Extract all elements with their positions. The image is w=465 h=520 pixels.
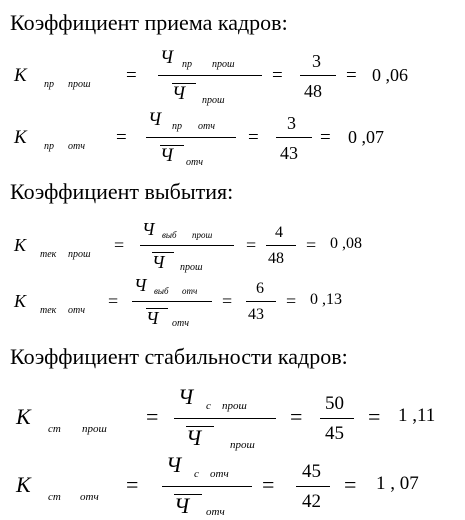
numerator-symbol: Ч xyxy=(134,275,147,295)
numerator-subscript: отч xyxy=(210,468,229,480)
denominator-subscript: прош xyxy=(180,262,203,273)
numerator-symbol: Ч xyxy=(166,452,182,477)
equals-sign: = xyxy=(246,235,257,255)
denominator-subscript: прош xyxy=(230,439,255,451)
section-heading: Коэффициент стабильности кадров: xyxy=(10,344,348,369)
coefficient-subscript: прош xyxy=(82,423,107,435)
coefficient-subscript: отч xyxy=(68,305,85,316)
coefficient-subscript: тек xyxy=(40,249,57,260)
numerator-symbol: Ч xyxy=(148,109,162,130)
coefficient-subscript: ст xyxy=(48,423,61,435)
equals-sign: = xyxy=(222,291,233,311)
result-value: 0 ,07 xyxy=(348,127,384,147)
equals-sign: = xyxy=(272,65,283,86)
fraction-numerator: 50 xyxy=(325,393,344,414)
denominator-symbol: Ч xyxy=(174,493,190,518)
coefficient-symbol: К xyxy=(14,65,27,86)
numerator-subscript: пр xyxy=(172,121,182,132)
equals-sign: = xyxy=(126,65,137,86)
formula xyxy=(0,216,465,274)
fraction-bar xyxy=(146,137,236,138)
numerator-subscript: выб xyxy=(162,230,177,240)
fraction-bar xyxy=(246,301,276,302)
denominator-symbol: Ч xyxy=(152,252,165,272)
coefficient-subscript: пр xyxy=(44,79,54,90)
coefficient-subscript: тек xyxy=(40,305,57,316)
coefficient-symbol: К xyxy=(16,472,31,497)
fraction-bar xyxy=(320,418,354,419)
result-value: 0 ,13 xyxy=(310,291,342,308)
fraction-bar xyxy=(174,418,276,419)
numerator-subscript: отч xyxy=(198,121,215,132)
result-value: 0 ,06 xyxy=(372,65,408,85)
numerator-subscript: с xyxy=(194,468,199,480)
numerator-subscript: прош xyxy=(212,59,235,70)
section-heading: Коэффициент приема кадров: xyxy=(10,10,288,35)
equals-sign: = xyxy=(146,404,159,429)
coefficient-subscript: прош xyxy=(68,249,91,260)
denominator-subscript: отч xyxy=(206,506,225,518)
numerator-subscript: отч xyxy=(182,286,198,296)
result-value: 0 ,08 xyxy=(330,235,362,252)
fraction-bar xyxy=(158,75,262,76)
formula xyxy=(0,272,465,334)
equals-sign: = xyxy=(346,65,357,86)
fraction-bar xyxy=(300,75,336,76)
result-value: 1 , 07 xyxy=(376,473,419,494)
denominator-symbol: Ч xyxy=(172,83,186,104)
fraction-bar xyxy=(276,137,312,138)
denominator-subscript: отч xyxy=(186,157,203,168)
denominator-symbol: Ч xyxy=(160,145,174,166)
numerator-subscript: прош xyxy=(192,230,213,240)
fraction-numerator: 4 xyxy=(275,224,283,241)
numerator-subscript: с xyxy=(206,400,211,412)
coefficient-symbol: К xyxy=(14,127,27,148)
equals-sign: = xyxy=(108,291,119,311)
fraction-denominator: 48 xyxy=(268,250,284,267)
fraction-bar xyxy=(162,486,252,487)
equals-sign: = xyxy=(320,127,331,148)
equals-sign: = xyxy=(368,404,381,429)
numerator-symbol: Ч xyxy=(178,384,194,409)
denominator-subscript: отч xyxy=(172,318,189,329)
denominator-subscript: прош xyxy=(202,95,225,106)
fraction-bar xyxy=(140,245,234,246)
section-heading: Коэффициент выбытия: xyxy=(10,179,234,204)
fraction-denominator: 42 xyxy=(302,491,321,512)
numerator-subscript: прош xyxy=(222,400,247,412)
equals-sign: = xyxy=(286,291,297,311)
fraction-numerator: 45 xyxy=(302,461,321,482)
fraction-denominator: 43 xyxy=(248,306,264,323)
denominator-symbol: Ч xyxy=(186,425,202,450)
denominator-symbol: Ч xyxy=(146,308,159,328)
numerator-symbol: Ч xyxy=(160,47,174,68)
equals-sign: = xyxy=(114,235,125,255)
equals-sign: = xyxy=(306,235,317,255)
fraction-bar xyxy=(296,486,330,487)
coefficient-symbol: К xyxy=(14,291,26,311)
formula xyxy=(0,382,465,454)
fraction-numerator: 6 xyxy=(256,280,264,297)
coefficient-subscript: ст xyxy=(48,491,61,503)
formula xyxy=(0,450,465,518)
equals-sign: = xyxy=(344,472,357,497)
fraction-numerator: 3 xyxy=(287,113,296,133)
coefficient-subscript: пр xyxy=(44,141,54,152)
numerator-subscript: пр xyxy=(182,59,192,70)
coefficient-subscript: отч xyxy=(80,491,99,503)
numerator-subscript: выб xyxy=(154,286,169,296)
result-value: 1 ,11 xyxy=(398,405,436,426)
equals-sign: = xyxy=(126,472,139,497)
fraction-bar xyxy=(266,245,296,246)
equals-sign: = xyxy=(248,127,259,148)
fraction-bar xyxy=(132,301,212,302)
fraction-denominator: 43 xyxy=(280,143,298,163)
numerator-symbol: Ч xyxy=(142,219,155,239)
fraction-denominator: 45 xyxy=(325,423,344,444)
coefficient-subscript: прош xyxy=(68,79,91,90)
coefficient-subscript: отч xyxy=(68,141,85,152)
equals-sign: = xyxy=(262,472,275,497)
coefficient-symbol: К xyxy=(14,235,26,255)
coefficient-symbol: К xyxy=(16,404,31,429)
formula xyxy=(0,108,465,170)
fraction-numerator: 3 xyxy=(312,51,321,71)
formula xyxy=(0,44,465,110)
equals-sign: = xyxy=(116,127,127,148)
equals-sign: = xyxy=(290,404,303,429)
fraction-denominator: 48 xyxy=(304,81,322,101)
